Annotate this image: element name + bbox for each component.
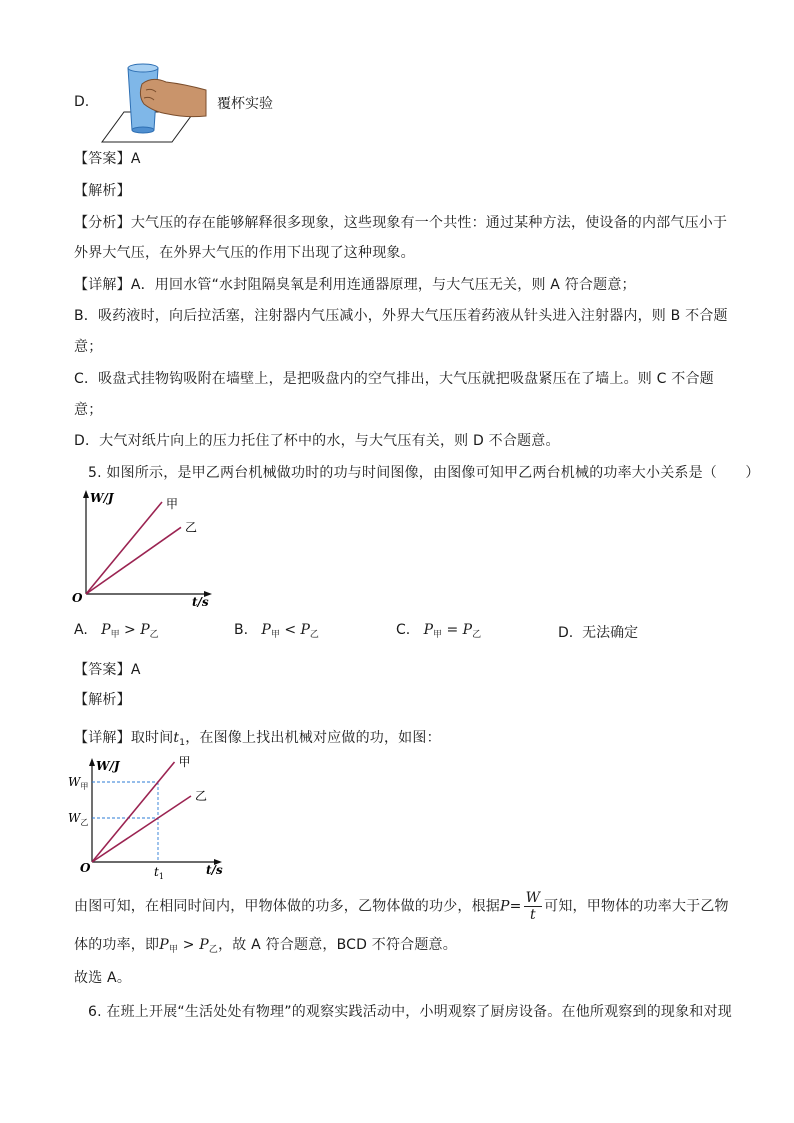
q4-detail-a <box>74 275 636 295</box>
chart1-y-label: W/J <box>90 491 114 505</box>
q5-conclusion-line2: 体的功率，即$P_甲 > P_乙$，故 A 符合题意，BCD 不符合题意。 <box>74 937 457 955</box>
fenxi-text: 大气压的存在能够解释很多现象，这些现象有一个共性：通过某种方法，使设备的内部气压小于 <box>130 215 728 231</box>
chart2-wjia-label: $W_甲$ <box>68 775 89 791</box>
q5-option-a[interactable]: A. $P_甲 > P_乙$ <box>74 622 159 640</box>
q5-option-c[interactable]: C. $P_甲 = P_乙$ <box>396 622 482 640</box>
answer-value: A <box>130 151 141 167</box>
q4-analysis-tag: 【解析】 <box>74 183 131 199</box>
q4-detail-c2: 意； <box>74 402 103 418</box>
q4-fenxi-line2: 外界大气压，在外界大气压的作用下出现了这种现象。 <box>74 245 415 261</box>
chart2-wyi-label: $W_乙$ <box>68 811 89 827</box>
chart2-legend-jia: 甲 <box>178 755 191 769</box>
chart2-series-jia <box>92 762 175 862</box>
detail-tag: 【详解】 <box>74 730 131 746</box>
detail-a-text: A．用回水管“水封阻隔臭氧是利用连通器原理，与大气压无关，则 A 符合题意； <box>130 277 636 293</box>
q5-detail: 【详解】取时间$t_1$，在图像上找出机械对应做的功，如图： <box>74 730 441 748</box>
option-d-label: D. <box>74 94 90 110</box>
q5-conclusion-line1: 由图可知，在相同时间内，甲物体做的功多，乙物体做的功少，根据P= $\frac{W}{t}$ 可知，甲物体的功率大于乙物 <box>74 890 729 923</box>
answer-value: A <box>130 662 141 678</box>
option-d-caption: 覆杯实验 <box>217 96 273 112</box>
q4-detail-c1: C．吸盘式挂物钩吸附在墙壁上，是把吸盘内的空气排出，大气压就把吸盘紧压在了墙上。则 C 不合题 <box>74 371 714 387</box>
fenxi-tag: 【分析】 <box>74 215 131 231</box>
chart2-origin-label: O <box>80 861 91 875</box>
q5-option-b[interactable]: B. $P_甲 < P_乙$ <box>234 622 319 640</box>
chart2-x-label: t/s <box>206 863 223 877</box>
q5-analysis-tag: 【解析】 <box>74 692 131 708</box>
chart1-origin-label: O <box>72 591 83 605</box>
chart2-y-label: W/J <box>96 759 120 773</box>
chart1-y-arrow <box>83 490 89 498</box>
chart1-x-label: t/s <box>192 595 209 609</box>
answer-tag: 【答案】 <box>74 151 131 167</box>
answer-tag: 【答案】 <box>74 662 131 678</box>
q4-fenxi-line1 <box>74 213 727 233</box>
cup-experiment-illustration <box>94 60 218 148</box>
q5-answer-row <box>74 660 141 680</box>
q4-answer-row <box>74 149 141 169</box>
chart1-legend-yi: 乙 <box>185 520 198 535</box>
q5-chart-2 <box>66 754 230 880</box>
power-formula-fraction: $\frac{W}{t}$ <box>525 890 541 923</box>
q4-detail-d: D．大气对纸片向上的压力托住了杯中的水，与大气压有关，则 D 不合题意。 <box>74 433 560 449</box>
chart2-legend-yi: 乙 <box>195 789 208 803</box>
q4-detail-b2: 意； <box>74 339 103 355</box>
q5-chart-1 <box>66 488 216 612</box>
q5-stem: 5. 如图所示，是甲乙两台机械做功时的功与时间图像，由图像可知甲乙两台机械的功率大小关系是（ ） <box>88 465 760 481</box>
q5-option-d[interactable]: D. 无法确定 <box>558 625 639 641</box>
detail-tag: 【详解】 <box>74 277 131 293</box>
chart2-series-yi <box>92 796 191 862</box>
chart1-legend-jia: 甲 <box>166 497 179 511</box>
q5-final: 故选 A。 <box>74 970 132 986</box>
chart2-y-arrow <box>89 758 95 766</box>
q4-detail-b1: B．吸药液时，向后拉活塞，注射器内气压减小，外界大气压压着药液从针头进入注射器内，则 B 不合题 <box>74 308 728 324</box>
q6-stem: 6. 在班上开展“生活处处有物理”的观察实践活动中，小明观察了厨房设备。在他所观察到的现象和对现 <box>88 1004 732 1020</box>
chart2-t1-label: $t_1$ <box>154 865 164 880</box>
